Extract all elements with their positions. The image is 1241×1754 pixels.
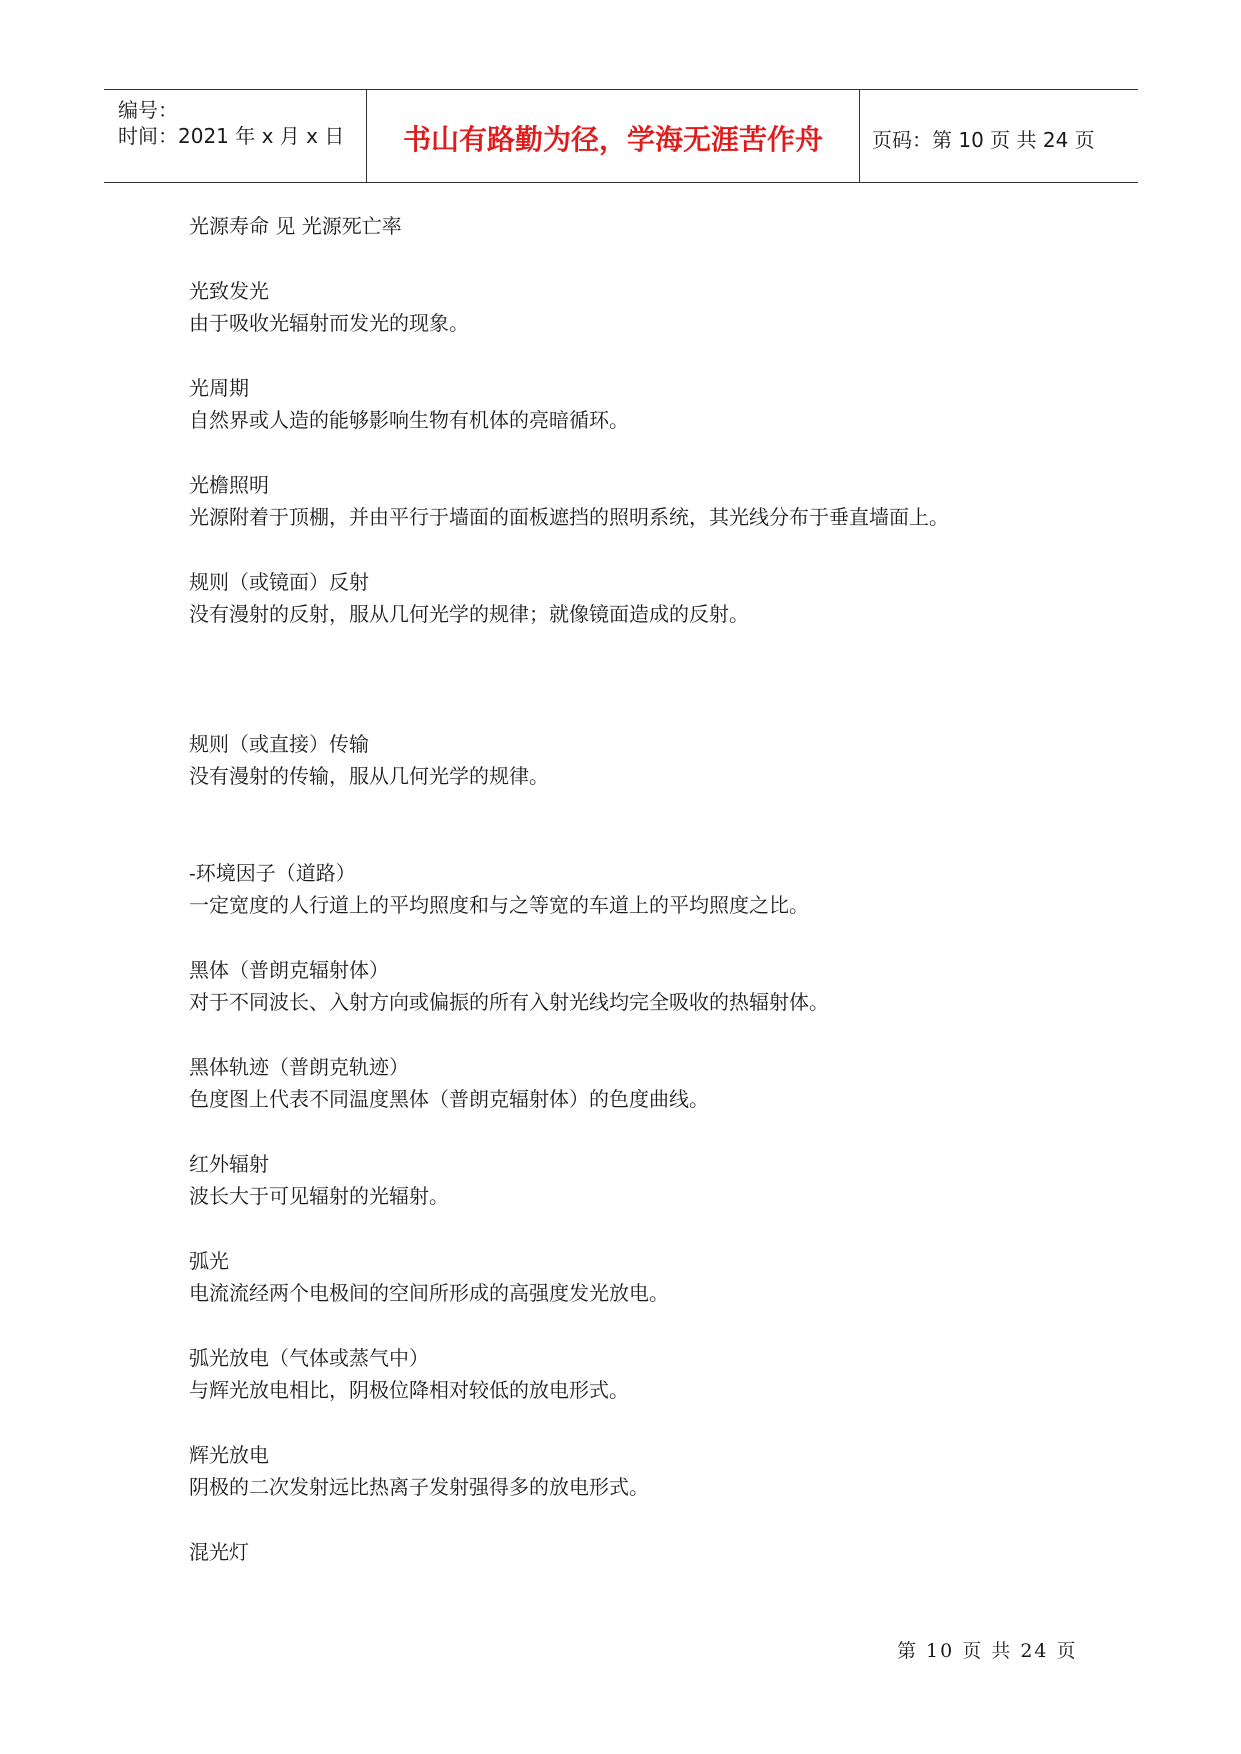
entry-definition: 电流流经两个电极间的空间所形成的高强度发光放电。 bbox=[189, 1281, 669, 1305]
entry-term: 规则（或直接）传输 bbox=[189, 732, 369, 756]
entry-term: 弧光 bbox=[189, 1249, 229, 1273]
entry-term: 黑体轨迹（普朗克轨迹） bbox=[189, 1055, 409, 1079]
entry-definition: 对于不同波长、入射方向或偏振的所有入射光线均完全吸收的热辐射体。 bbox=[189, 990, 829, 1014]
entry-term: 光源寿命 见 光源死亡率 bbox=[189, 214, 402, 238]
entry-definition: 与辉光放电相比，阴极位降相对较低的放电形式。 bbox=[189, 1378, 629, 1402]
entry-term: 弧光放电（气体或蒸气中） bbox=[189, 1346, 429, 1370]
glossary-content bbox=[189, 210, 1089, 1568]
entry-definition: 由于吸收光辐射而发光的现象。 bbox=[189, 311, 469, 335]
header-info-cell bbox=[104, 90, 367, 182]
entry-term: -环境因子（道路） bbox=[189, 861, 356, 885]
entry-definition: 一定宽度的人行道上的平均照度和与之等宽的车道上的平均照度之比。 bbox=[189, 893, 809, 917]
entry-term: 光致发光 bbox=[189, 279, 269, 303]
motto: 书山有路勤为径，学海无涯苦作舟 bbox=[402, 123, 823, 156]
entry-definition: 没有漫射的反射，服从几何光学的规律；就像镜面造成的反射。 bbox=[189, 602, 749, 626]
page-footer: 第 10 页 共 24 页 bbox=[897, 1640, 1078, 1662]
entry-term: 规则（或镜面）反射 bbox=[189, 570, 369, 594]
entry-definition: 色度图上代表不同温度黑体（普朗克辐射体）的色度曲线。 bbox=[189, 1087, 709, 1111]
entry-term: 红外辐射 bbox=[189, 1152, 269, 1176]
number-label: 编号： bbox=[118, 98, 178, 122]
page-label: 页码：第 10 页 共 24 页 bbox=[872, 128, 1095, 152]
entry-definition: 自然界或人造的能够影响生物有机体的亮暗循环。 bbox=[189, 408, 629, 432]
entry-term: 光周期 bbox=[189, 376, 249, 400]
entry-term: 黑体（普朗克辐射体） bbox=[189, 958, 389, 982]
entry-definition: 光源附着于顶棚，并由平行于墙面的面板遮挡的照明系统，其光线分布于垂直墙面上。 bbox=[189, 505, 949, 529]
entry-definition: 没有漫射的传输，服从几何光学的规律。 bbox=[189, 764, 549, 788]
entry-definition: 阴极的二次发射远比热离子发射强得多的放电形式。 bbox=[189, 1475, 649, 1499]
header-page-cell bbox=[860, 90, 1138, 182]
time-label: 时间：2021 年 x 月 x 日 bbox=[118, 124, 345, 148]
header-motto-cell bbox=[367, 90, 860, 182]
entry-term: 混光灯 bbox=[189, 1540, 249, 1564]
entry-term: 辉光放电 bbox=[189, 1443, 269, 1467]
entry-definition: 波长大于可见辐射的光辐射。 bbox=[189, 1184, 449, 1208]
document-header bbox=[104, 89, 1138, 183]
entry-term: 光檐照明 bbox=[189, 473, 269, 497]
